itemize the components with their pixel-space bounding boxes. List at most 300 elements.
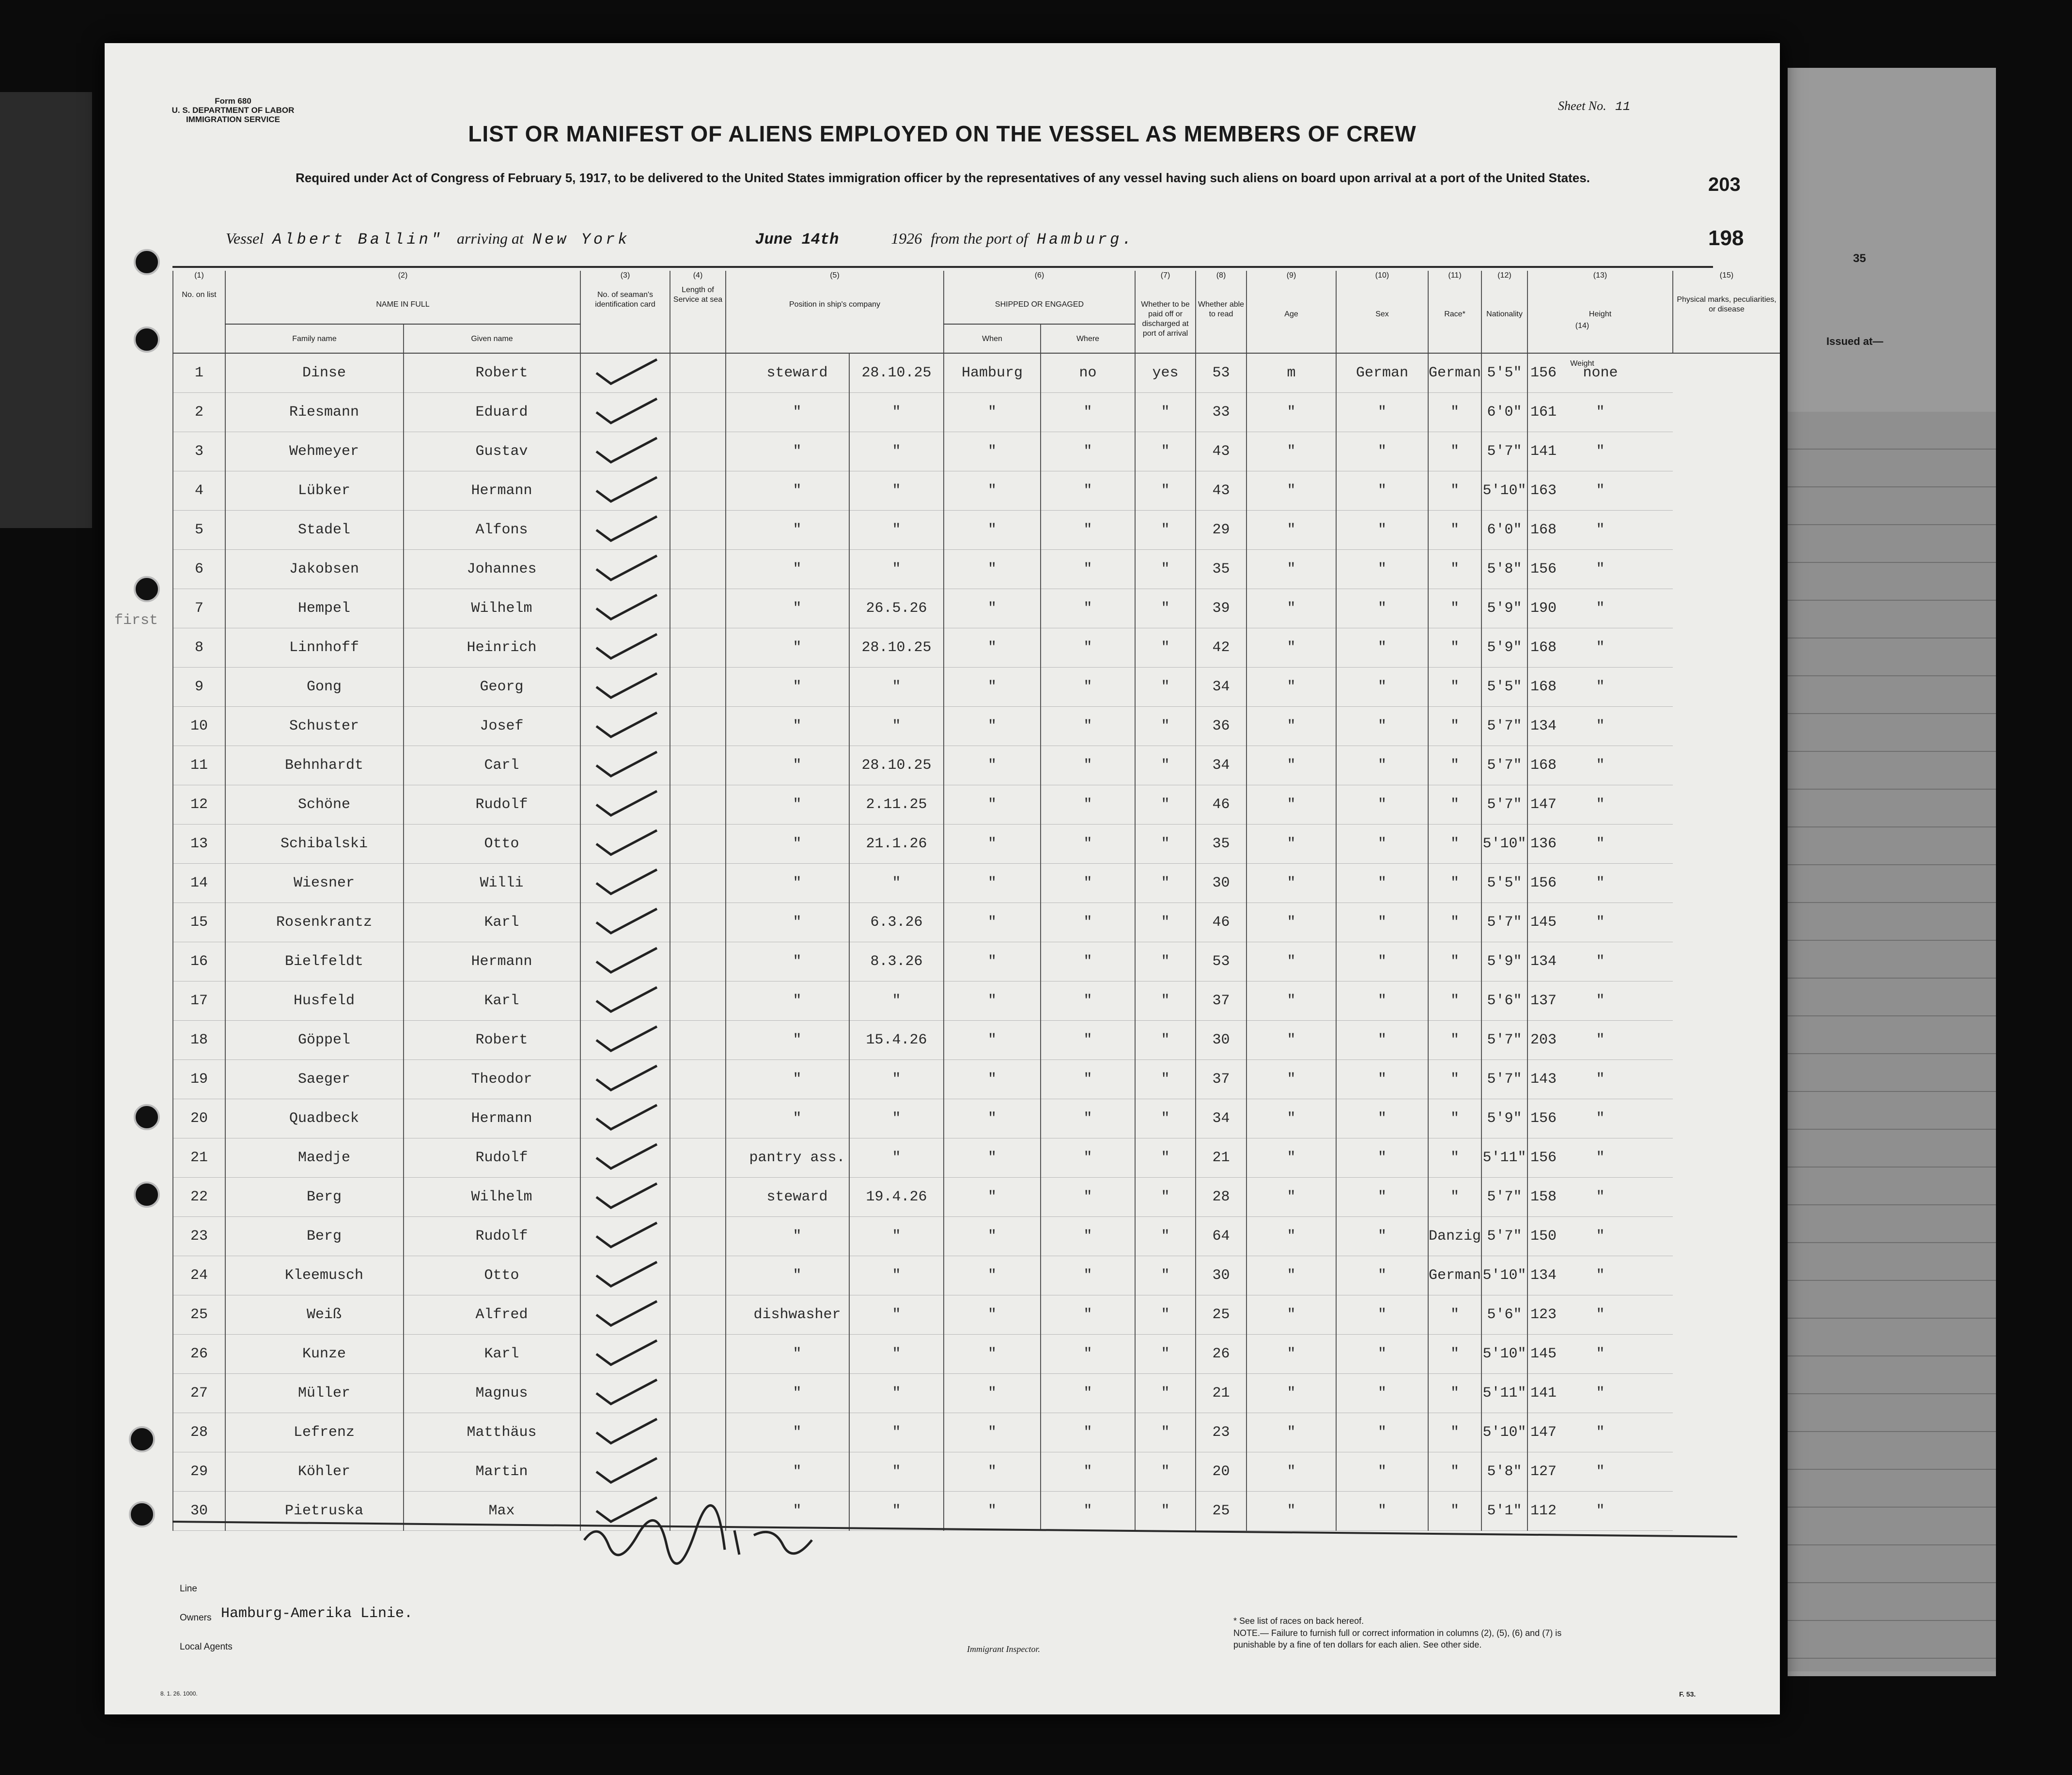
- col-paid: (7) Whether to be paid off or discharged at port of arrival: [1135, 271, 1196, 353]
- form-header: [153, 96, 313, 124]
- family-name: Behnhardt: [225, 746, 404, 785]
- manifest-page: [105, 43, 1780, 1714]
- shipped-where: Hamburg: [944, 353, 1041, 393]
- shipped-where: ": [944, 1492, 1041, 1531]
- age: 37: [1196, 1060, 1246, 1099]
- check-mark-icon: [589, 1335, 662, 1369]
- position: ": [726, 1374, 849, 1413]
- nationality: ": [1428, 746, 1481, 785]
- height: [1481, 1374, 1557, 1413]
- service-length: [670, 864, 726, 903]
- nationality: Danzig: [1428, 1217, 1481, 1256]
- sex: ": [1246, 511, 1336, 550]
- id-card-check: [580, 1021, 670, 1060]
- check-mark-icon: [589, 1021, 662, 1055]
- given-name: Hermann: [404, 1099, 580, 1138]
- height-value: 6'0": [1487, 404, 1522, 420]
- position: steward: [726, 1178, 849, 1217]
- age: 29: [1196, 511, 1246, 550]
- race: ": [1336, 393, 1428, 432]
- able-to-read: ": [1135, 393, 1196, 432]
- weight: 145: [1530, 1346, 1557, 1362]
- race: ": [1336, 825, 1428, 864]
- family-name: Stadel: [225, 511, 404, 550]
- check-mark-icon: [589, 354, 662, 388]
- nationality: ": [1428, 1060, 1481, 1099]
- paid-off: ": [1041, 1295, 1135, 1335]
- race: ": [1336, 1295, 1428, 1335]
- shipped-where: ": [944, 393, 1041, 432]
- weight: 112: [1530, 1503, 1557, 1519]
- col-family: Family name: [225, 324, 404, 353]
- row-number: 2: [173, 393, 225, 432]
- given-name: Rudolf: [404, 1217, 580, 1256]
- id-card-check: [580, 1138, 670, 1178]
- punch-hole: [134, 249, 160, 275]
- footer-line-label: Line: [180, 1584, 197, 1594]
- nationality: ": [1428, 707, 1481, 746]
- nationality: ": [1428, 589, 1481, 628]
- height: [1481, 746, 1557, 785]
- height-value: 5'10": [1482, 1346, 1527, 1362]
- weight: 156: [1530, 365, 1557, 381]
- table-row: [173, 393, 1780, 432]
- id-card-check: [580, 1374, 670, 1413]
- service-length: [670, 628, 726, 668]
- nationality: ": [1428, 785, 1481, 825]
- height: [1481, 1295, 1557, 1335]
- shipped-when: ": [849, 1256, 944, 1295]
- service-length: [670, 589, 726, 628]
- weight: 163: [1530, 483, 1557, 499]
- race: ": [1336, 1413, 1428, 1452]
- height: [1481, 1452, 1557, 1492]
- physical-marks: ": [1527, 393, 1673, 432]
- physical-marks: ": [1527, 981, 1673, 1021]
- footer-agents-label: Local Agents: [180, 1642, 233, 1652]
- physical-marks: ": [1527, 864, 1673, 903]
- race: ": [1336, 1021, 1428, 1060]
- race: ": [1336, 511, 1428, 550]
- sex: ": [1246, 1374, 1336, 1413]
- able-to-read: ": [1135, 1295, 1196, 1335]
- weight: 147: [1530, 1424, 1557, 1441]
- able-to-read: ": [1135, 1492, 1196, 1531]
- row-number: 10: [173, 707, 225, 746]
- row-number: 23: [173, 1217, 225, 1256]
- vessel-label: Vessel: [226, 230, 264, 247]
- physical-marks: ": [1527, 1178, 1673, 1217]
- age: 33: [1196, 393, 1246, 432]
- check-mark-icon: [589, 1099, 662, 1133]
- age: 53: [1196, 353, 1246, 393]
- paid-off: ": [1041, 903, 1135, 942]
- nationality: ": [1428, 471, 1481, 511]
- height-value: 5'9": [1487, 639, 1522, 656]
- family-name: Göppel: [225, 1021, 404, 1060]
- sex: ": [1246, 589, 1336, 628]
- id-card-check: [580, 1217, 670, 1256]
- race: ": [1336, 1217, 1428, 1256]
- shipped-when: ": [849, 981, 944, 1021]
- age: 35: [1196, 550, 1246, 589]
- family-name: Wiesner: [225, 864, 404, 903]
- col-sex: (10) Sex: [1336, 271, 1428, 353]
- physical-marks: ": [1527, 628, 1673, 668]
- shipped-where: ": [944, 471, 1041, 511]
- paid-off: ": [1041, 1138, 1135, 1178]
- id-card-check: [580, 511, 670, 550]
- check-mark-icon: [589, 432, 662, 466]
- table-row: [173, 1060, 1780, 1099]
- sex: ": [1246, 1335, 1336, 1374]
- position: ": [726, 628, 849, 668]
- height-value: 5'5": [1487, 679, 1522, 695]
- row-number: 7: [173, 589, 225, 628]
- age: 37: [1196, 981, 1246, 1021]
- weight: 156: [1530, 1150, 1557, 1166]
- shipped-where: ": [944, 1099, 1041, 1138]
- family-name: Lefrenz: [225, 1413, 404, 1452]
- position: ": [726, 393, 849, 432]
- sex: ": [1246, 1138, 1336, 1178]
- service-length: [670, 785, 726, 825]
- weight: 127: [1530, 1464, 1557, 1480]
- race: ": [1336, 1060, 1428, 1099]
- physical-marks: ": [1527, 1060, 1673, 1099]
- shipped-where: ": [944, 785, 1041, 825]
- family-name: Saeger: [225, 1060, 404, 1099]
- col-given: Given name: [404, 324, 580, 353]
- check-mark-icon: [589, 1295, 662, 1329]
- age: 46: [1196, 903, 1246, 942]
- able-to-read: ": [1135, 1178, 1196, 1217]
- given-name: Georg: [404, 668, 580, 707]
- race: ": [1336, 1452, 1428, 1492]
- family-name: Kleemusch: [225, 1256, 404, 1295]
- paid-off: ": [1041, 393, 1135, 432]
- height: [1481, 1060, 1557, 1099]
- id-card-check: [580, 1256, 670, 1295]
- family-name: Rosenkrantz: [225, 903, 404, 942]
- paid-off: ": [1041, 511, 1135, 550]
- table-row: [173, 1452, 1780, 1492]
- physical-marks: ": [1527, 1492, 1673, 1531]
- right-adjacent-page-lines: [1788, 412, 1996, 1671]
- family-name: Maedje: [225, 1138, 404, 1178]
- paid-off: ": [1041, 746, 1135, 785]
- shipped-where: ": [944, 1256, 1041, 1295]
- race: ": [1336, 550, 1428, 589]
- id-card-check: [580, 981, 670, 1021]
- check-mark-icon: [589, 668, 662, 701]
- physical-marks: ": [1527, 1335, 1673, 1374]
- weight: 158: [1530, 1189, 1557, 1205]
- shipped-where: ": [944, 825, 1041, 864]
- physical-marks: ": [1527, 707, 1673, 746]
- shipped-where: ": [944, 1138, 1041, 1178]
- given-name: Rudolf: [404, 1138, 580, 1178]
- check-mark-icon: [589, 981, 662, 1015]
- able-to-read: ": [1135, 432, 1196, 471]
- left-background-strip: [0, 92, 92, 528]
- shipped-when: ": [849, 1217, 944, 1256]
- weight: 203: [1530, 1032, 1557, 1048]
- footer-printer: 8. 1. 26. 1000.: [160, 1690, 198, 1697]
- weight: 134: [1530, 718, 1557, 734]
- sex: ": [1246, 668, 1336, 707]
- service-length: [670, 511, 726, 550]
- nationality: ": [1428, 550, 1481, 589]
- given-name: Robert: [404, 353, 580, 393]
- id-card-check: [580, 1335, 670, 1374]
- height-value: 6'0": [1487, 522, 1522, 538]
- row-number: 4: [173, 471, 225, 511]
- service-length: [670, 903, 726, 942]
- id-card-check: [580, 864, 670, 903]
- age: 35: [1196, 825, 1246, 864]
- weight: 156: [1530, 1110, 1557, 1127]
- table-row: [173, 1295, 1780, 1335]
- age: 23: [1196, 1413, 1246, 1452]
- given-name: Gustav: [404, 432, 580, 471]
- nationality: ": [1428, 432, 1481, 471]
- from-port: Hamburg.: [1036, 231, 1135, 249]
- shipped-when: 6.3.26: [849, 903, 944, 942]
- height: [1481, 825, 1557, 864]
- age: 34: [1196, 746, 1246, 785]
- punch-hole: [134, 1182, 160, 1208]
- race: ": [1336, 1178, 1428, 1217]
- footer-owners-label: Owners: [180, 1613, 212, 1623]
- col-name: (2) NAME IN FULL: [225, 271, 580, 324]
- height-value: 5'7": [1487, 1189, 1522, 1205]
- able-to-read: ": [1135, 668, 1196, 707]
- age: 46: [1196, 785, 1246, 825]
- nationality: ": [1428, 1178, 1481, 1217]
- table-row: [173, 1178, 1780, 1217]
- sex: ": [1246, 1295, 1336, 1335]
- height-value: 5'6": [1487, 993, 1522, 1009]
- height-value: 5'9": [1487, 600, 1522, 617]
- paid-off: ": [1041, 668, 1135, 707]
- age: 53: [1196, 942, 1246, 981]
- row-number: 20: [173, 1099, 225, 1138]
- table-row: [173, 511, 1780, 550]
- department: U. S. DEPARTMENT OF LABOR: [171, 106, 295, 115]
- sex: ": [1246, 746, 1336, 785]
- paid-off: no: [1041, 353, 1135, 393]
- family-name: Quadbeck: [225, 1099, 404, 1138]
- sex: ": [1246, 1099, 1336, 1138]
- sex: ": [1246, 432, 1336, 471]
- row-number: 12: [173, 785, 225, 825]
- paid-off: ": [1041, 707, 1135, 746]
- arriving-label: arriving at: [457, 230, 524, 247]
- family-name: Schuster: [225, 707, 404, 746]
- paid-off: ": [1041, 1099, 1135, 1138]
- given-name: Otto: [404, 1256, 580, 1295]
- row-number: 28: [173, 1413, 225, 1452]
- paid-off: ": [1041, 1021, 1135, 1060]
- age: 20: [1196, 1452, 1246, 1492]
- paid-off: ": [1041, 1374, 1135, 1413]
- table-row: [173, 1217, 1780, 1256]
- check-mark-icon: [589, 628, 662, 662]
- service-length: [670, 353, 726, 393]
- race: ": [1336, 903, 1428, 942]
- sheet-number: [1558, 99, 1630, 114]
- id-card-check: [580, 589, 670, 628]
- shipped-when: ": [849, 1492, 944, 1531]
- given-name: Hermann: [404, 942, 580, 981]
- table-row: [173, 471, 1780, 511]
- nationality: ": [1428, 825, 1481, 864]
- row-number: 30: [173, 1492, 225, 1531]
- service-length: [670, 1099, 726, 1138]
- id-card-check: [580, 785, 670, 825]
- sex: ": [1246, 864, 1336, 903]
- position: ": [726, 432, 849, 471]
- shipped-where: ": [944, 1413, 1041, 1452]
- col-nationality: (12) Nationality: [1481, 271, 1527, 353]
- able-to-read: ": [1135, 1374, 1196, 1413]
- height: [1481, 1492, 1557, 1531]
- position: ": [726, 785, 849, 825]
- shipped-when: ": [849, 707, 944, 746]
- physical-marks: none: [1527, 353, 1673, 393]
- able-to-read: ": [1135, 589, 1196, 628]
- sex: ": [1246, 1492, 1336, 1531]
- physical-marks: ": [1527, 589, 1673, 628]
- col-weight-header: (14) Weight: [1570, 322, 1594, 368]
- table-row: [173, 353, 1780, 393]
- id-card-check: [580, 1060, 670, 1099]
- weight: 141: [1530, 1385, 1557, 1401]
- position: ": [726, 1021, 849, 1060]
- position: pantry ass.: [726, 1138, 849, 1178]
- physical-marks: ": [1527, 1413, 1673, 1452]
- side-number: 203: [1708, 174, 1741, 195]
- service-length: [670, 1138, 726, 1178]
- height: [1481, 1099, 1557, 1138]
- able-to-read: ": [1135, 1060, 1196, 1099]
- table-row: [173, 707, 1780, 746]
- nationality: ": [1428, 1413, 1481, 1452]
- punch-hole: [134, 327, 160, 353]
- id-card-check: [580, 432, 670, 471]
- family-name: Jakobsen: [225, 550, 404, 589]
- sex: ": [1246, 981, 1336, 1021]
- check-mark-icon: [589, 746, 662, 780]
- race: ": [1336, 1138, 1428, 1178]
- physical-marks: ": [1527, 1374, 1673, 1413]
- height: [1481, 903, 1557, 942]
- shipped-when: ": [849, 864, 944, 903]
- race: ": [1336, 628, 1428, 668]
- able-to-read: ": [1135, 707, 1196, 746]
- shipped-when: 28.10.25: [849, 628, 944, 668]
- age: 42: [1196, 628, 1246, 668]
- table-row: [173, 1256, 1780, 1295]
- given-name: Willi: [404, 864, 580, 903]
- given-name: Heinrich: [404, 628, 580, 668]
- sex: ": [1246, 1452, 1336, 1492]
- height-value: 5'7": [1487, 1228, 1522, 1245]
- physical-marks: ": [1527, 1256, 1673, 1295]
- sex: ": [1246, 1021, 1336, 1060]
- position: ": [726, 864, 849, 903]
- id-card-check: [580, 1295, 670, 1335]
- shipped-when: ": [849, 550, 944, 589]
- col-card: (3) No. of seaman's identification card: [580, 271, 670, 353]
- position: dishwasher: [726, 1295, 849, 1335]
- service-length: [670, 1335, 726, 1374]
- race: ": [1336, 471, 1428, 511]
- sex: ": [1246, 825, 1336, 864]
- able-to-read: yes: [1135, 353, 1196, 393]
- physical-marks: ": [1527, 432, 1673, 471]
- height: [1481, 1138, 1557, 1178]
- able-to-read: ": [1135, 1256, 1196, 1295]
- physical-marks: ": [1527, 668, 1673, 707]
- position: steward: [726, 353, 849, 393]
- footer-note-fine: NOTE.— Failure to furnish full or correct information in columns (2), (5), (6) and (7) is punishable by a fine of ten dollars for each alien. See other side.: [1233, 1628, 1562, 1650]
- row-number: 9: [173, 668, 225, 707]
- service-length: [670, 1452, 726, 1492]
- able-to-read: ": [1135, 511, 1196, 550]
- height: [1481, 1335, 1557, 1374]
- check-mark-icon: [589, 942, 662, 976]
- check-mark-icon: [589, 393, 662, 427]
- given-name: Josef: [404, 707, 580, 746]
- check-mark-icon: [589, 1217, 662, 1251]
- race: ": [1336, 432, 1428, 471]
- right-strip-number: 35: [1853, 252, 1866, 265]
- sex: ": [1246, 550, 1336, 589]
- shipped-where: ": [944, 668, 1041, 707]
- physical-marks: ": [1527, 942, 1673, 981]
- position: ": [726, 1335, 849, 1374]
- family-name: Kunze: [225, 1335, 404, 1374]
- table-row: [173, 432, 1780, 471]
- height: [1481, 981, 1557, 1021]
- weight: 168: [1530, 522, 1557, 538]
- age: 36: [1196, 707, 1246, 746]
- service-length: [670, 1217, 726, 1256]
- height-value: 5'5": [1487, 875, 1522, 891]
- able-to-read: ": [1135, 1452, 1196, 1492]
- able-to-read: ": [1135, 1099, 1196, 1138]
- row-number: 24: [173, 1256, 225, 1295]
- paid-off: ": [1041, 550, 1135, 589]
- given-name: Hermann: [404, 471, 580, 511]
- able-to-read: ": [1135, 1335, 1196, 1374]
- physical-marks: ": [1527, 550, 1673, 589]
- height-value: 5'9": [1487, 1110, 1522, 1127]
- shipped-when: ": [849, 471, 944, 511]
- nationality: ": [1428, 1492, 1481, 1531]
- nationality: ": [1428, 628, 1481, 668]
- inspector-signature: [579, 1511, 831, 1564]
- service-length: [670, 1295, 726, 1335]
- weight: 190: [1530, 600, 1557, 617]
- row-number: 29: [173, 1452, 225, 1492]
- race: ": [1336, 981, 1428, 1021]
- shipped-where: ": [944, 903, 1041, 942]
- shipped-where: ": [944, 628, 1041, 668]
- able-to-read: ": [1135, 903, 1196, 942]
